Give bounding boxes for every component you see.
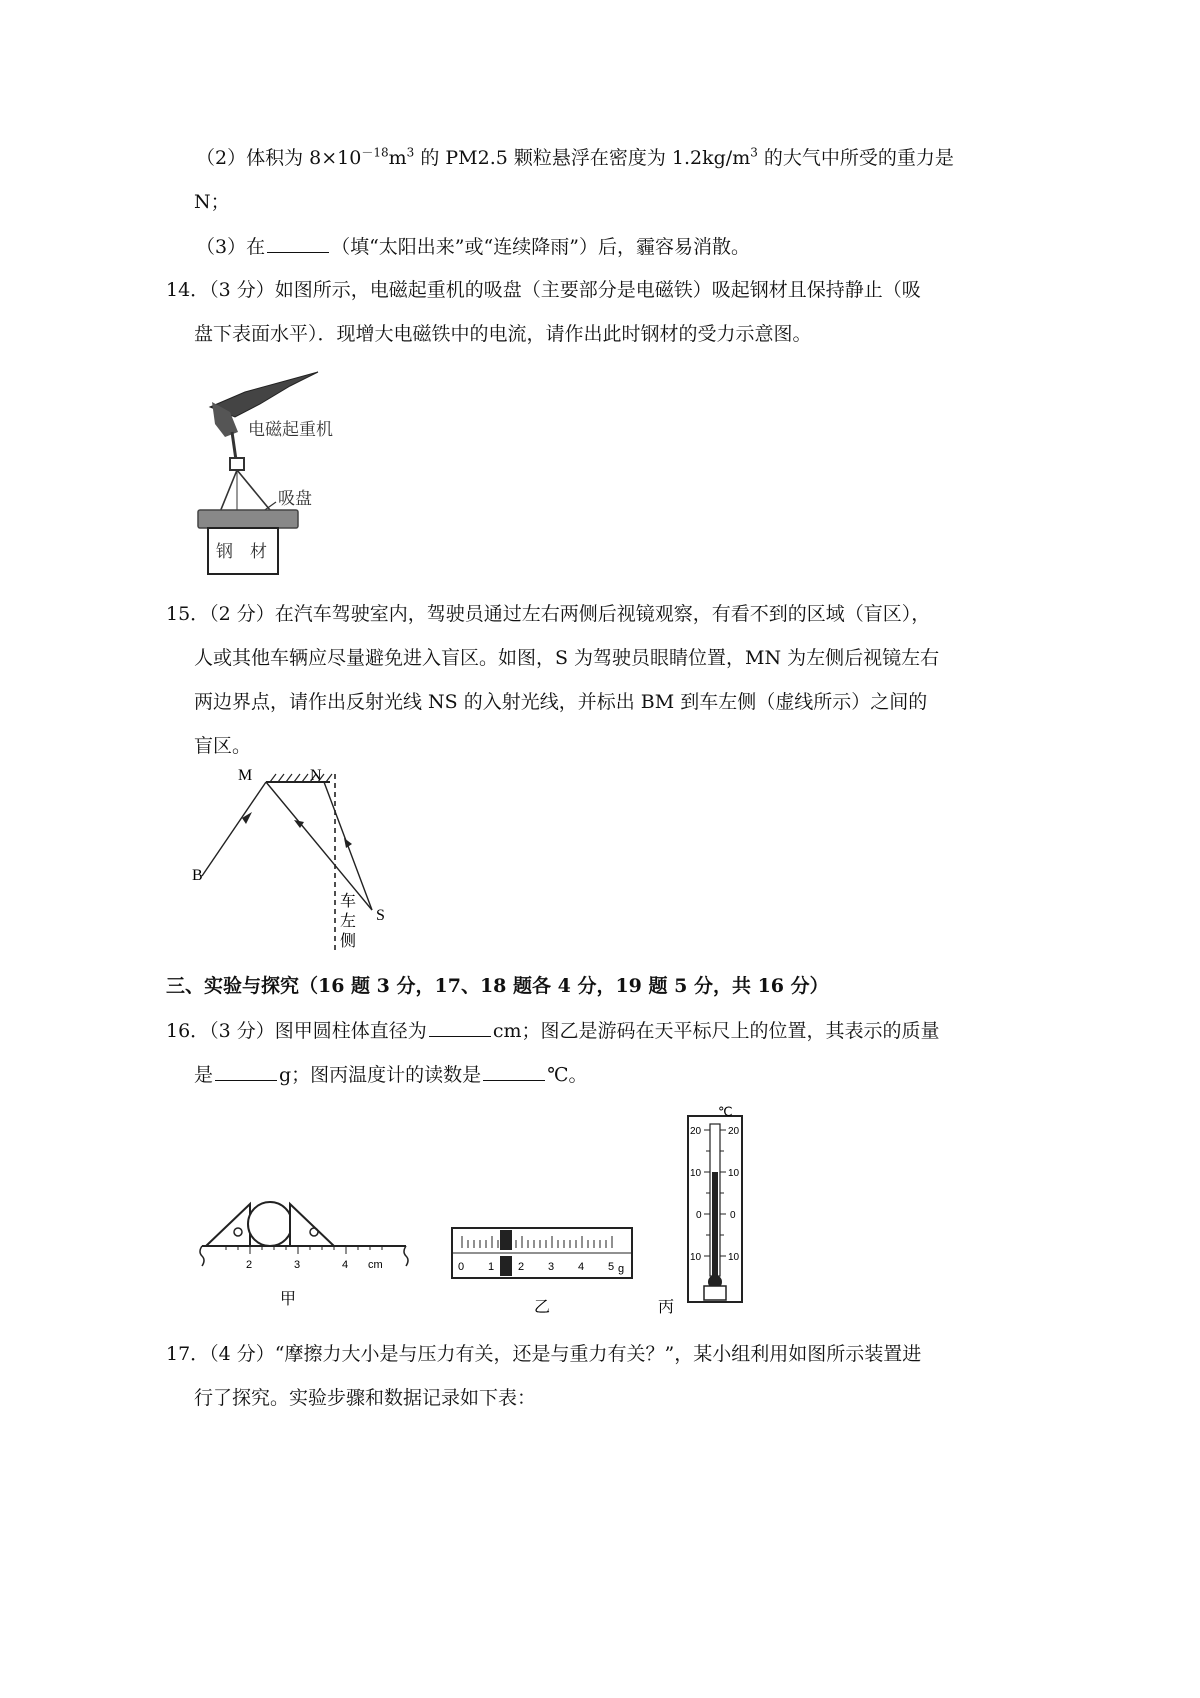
ruler-tick-2: 2 bbox=[246, 1259, 253, 1271]
sucker-plate bbox=[198, 510, 298, 528]
scale-tick-4: 4 bbox=[578, 1261, 585, 1273]
ruler-cylinder-figure bbox=[196, 1188, 416, 1318]
label-N: N bbox=[310, 767, 322, 784]
crane-hook bbox=[230, 458, 244, 470]
q16-line2: 是 g；图丙温度计的读数是 ℃。 bbox=[194, 1064, 588, 1086]
section3-title: 三、实验与探究（16 题 3 分，17、18 题各 4 分，19 题 5 分，共 16 分） bbox=[166, 975, 829, 997]
crane-figure bbox=[190, 362, 360, 582]
q14-line2: 盘下表面水平）．现增大电磁铁中的电流，请作出此时钢材的受力示意图。 bbox=[194, 323, 812, 345]
ray-BM bbox=[202, 782, 266, 876]
answer-blank[interactable] bbox=[267, 234, 329, 253]
scale-tick-2: 2 bbox=[518, 1261, 525, 1273]
q17-line1: 17．（4 分）“摩擦力大小是与压力有关，还是与重力有关？”，某小组利用如图所示装置进 bbox=[166, 1343, 922, 1365]
exponent: －18 bbox=[361, 145, 389, 160]
thermometer-unit: ℃ bbox=[718, 1104, 733, 1119]
q13-part2-line2: N； bbox=[194, 191, 230, 213]
sucker-label: 吸盘 bbox=[278, 489, 312, 509]
answer-blank-mass[interactable] bbox=[215, 1062, 277, 1081]
ruler-tick-4: 4 bbox=[342, 1259, 349, 1271]
label-M: M bbox=[238, 767, 253, 784]
fig-jia-label: 甲 bbox=[280, 1289, 297, 1308]
scale-tick-0: 0 bbox=[458, 1261, 465, 1273]
crane-label: 电磁起重机 bbox=[248, 420, 333, 440]
label-B: B bbox=[192, 867, 203, 884]
thermo-right-20: 20 bbox=[728, 1126, 740, 1137]
thermo-left-neg10: 10 bbox=[690, 1252, 702, 1263]
triangle-right bbox=[290, 1204, 334, 1246]
scale-tick-3: 3 bbox=[548, 1261, 555, 1273]
q17-line2: 行了探究。实验步骤和数据记录如下表： bbox=[194, 1387, 537, 1409]
answer-blank-temperature[interactable] bbox=[483, 1062, 545, 1081]
label-car-2: 左 bbox=[340, 911, 357, 930]
q14-line1: 14．（3 分）如图所示，电磁起重机的吸盘（主要部分是电磁铁）吸起钢材且保持静止（吸 bbox=[166, 279, 921, 301]
thermo-right-neg10: 10 bbox=[728, 1252, 740, 1263]
scale-tick-1: 1 bbox=[488, 1261, 495, 1273]
label-car-3: 侧 bbox=[340, 931, 357, 950]
q15-line4: 盲区。 bbox=[194, 735, 252, 757]
steel-label: 钢 材 bbox=[216, 542, 267, 562]
thermo-right-0: 0 bbox=[730, 1210, 736, 1221]
q15-line3: 两边界点，请作出反射光线 NS 的入射光线，并标出 BM 到车左侧（虚线所示）之间的 bbox=[194, 691, 928, 713]
q13-part3-line: （3）在 （填“太阳出来”或“连续降雨”）后，霾容易消散。 bbox=[196, 236, 750, 258]
ruler-tick-3: 3 bbox=[294, 1259, 301, 1271]
q13-part2-line1: （2）体积为 $8\times 10^{-18}m^3$ 的 PM2.5 颗粒悬浮在密度为 $1.2kg/m^3$ 的大气中所受的重力是 bbox=[196, 145, 954, 169]
thermo-right-10: 10 bbox=[728, 1168, 740, 1179]
thermometer-figure bbox=[658, 1102, 764, 1316]
thermo-left-10: 10 bbox=[690, 1168, 702, 1179]
q15-line1: 15．（2 分）在汽车驾驶室内，驾驶员通过左右两侧后视镜观察，有看不到的区域（盲区）， bbox=[166, 603, 931, 625]
thermo-left-0: 0 bbox=[696, 1210, 702, 1221]
thermo-left-20: 20 bbox=[690, 1126, 702, 1137]
mirror-figure bbox=[190, 764, 410, 964]
scale-tick-5: 5 bbox=[608, 1261, 615, 1273]
label-S: S bbox=[376, 907, 385, 924]
rider bbox=[500, 1230, 512, 1250]
answer-blank-diameter[interactable] bbox=[429, 1018, 491, 1037]
mirror-hatching bbox=[270, 774, 332, 782]
mercury-column bbox=[712, 1172, 718, 1276]
ruler-unit: cm bbox=[368, 1259, 383, 1271]
triangle-left bbox=[206, 1204, 250, 1246]
q16-line1: 16．（3 分）图甲圆柱体直径为 cm；图乙是游码在天平标尺上的位置，其表示的质量 bbox=[166, 1020, 940, 1042]
q15-line2: 人或其他车辆应尽量避免进入盲区。如图，S 为驾驶员眼睛位置，MN 为左侧后视镜左右 bbox=[194, 647, 940, 669]
fig-bing-label: 丙 bbox=[658, 1297, 675, 1316]
scale-unit: g bbox=[618, 1263, 625, 1275]
ruler-ticks bbox=[226, 1246, 382, 1254]
cylinder bbox=[248, 1202, 292, 1246]
ray-MS bbox=[266, 782, 372, 910]
fig-yi-label: 乙 bbox=[534, 1297, 551, 1316]
balance-scale-figure bbox=[448, 1222, 648, 1322]
label-car-1: 车 bbox=[340, 891, 357, 910]
